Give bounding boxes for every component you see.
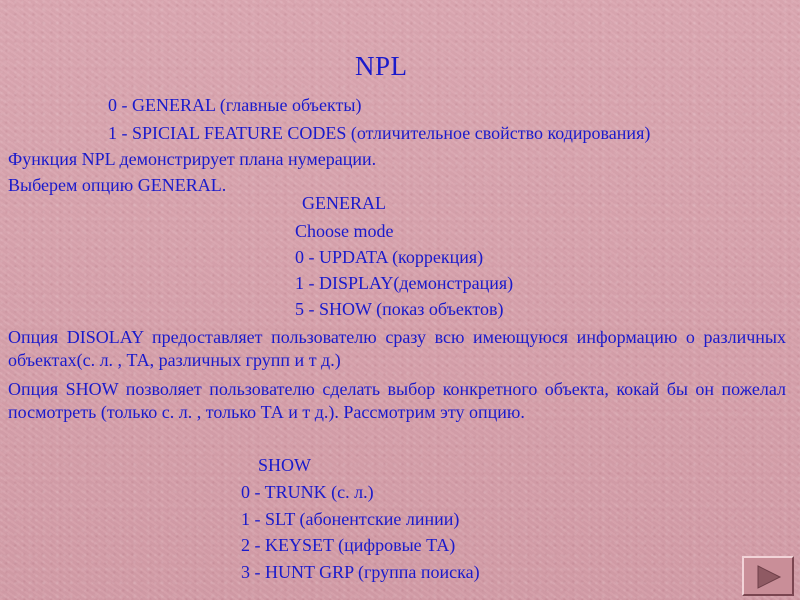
- intro-line-1: Функция NPL демонстрирует плана нумерации.: [8, 149, 377, 169]
- page-title: NPL: [355, 51, 408, 81]
- general-menu-heading: GENERAL: [302, 193, 386, 213]
- general-menu-option-display: 1 - DISPLAY(демонстрация): [295, 273, 514, 293]
- next-slide-button[interactable]: [742, 556, 794, 596]
- paragraph-show: Опция SHOW позволяет пользователю сделать выбор конкретного объекта, кокай бы он пожелал посмотреть (только с. л. , только ТА и т д.). Рассмотрим эту опцию.: [8, 379, 786, 422]
- paragraph-display: Опция DISOLAY предоставляет пользователю сразу всю имеющуюся информацию о различных объектах(с. л. , ТА, различных групп и т д.): [8, 327, 786, 370]
- play-triangle-icon: [756, 565, 782, 589]
- general-menu-option-update: 0 - UPDATA (коррекция): [295, 247, 484, 267]
- show-menu-option-keyset: 2 - KEYSET (цифровые ТА): [241, 535, 456, 555]
- general-menu-option-show: 5 - SHOW (показ объектов): [295, 299, 504, 319]
- show-menu-heading: SHOW: [258, 455, 311, 475]
- intro-line-2: Выберем опцию GENERAL.: [8, 175, 227, 195]
- show-menu-option-trunk: 0 - TRUNK (с. л.): [241, 482, 374, 502]
- show-menu-option-slt: 1 - SLT (абонентские линии): [241, 509, 460, 529]
- npl-option-general: 0 - GENERAL (главные объекты): [108, 95, 362, 115]
- show-menu-option-hunt-grp: 3 - HUNT GRP (группа поиска): [241, 562, 480, 582]
- npl-option-special-feature-codes: 1 - SPICIAL FEATURE CODES (отличительное свойство кодирования): [108, 123, 651, 143]
- general-menu-subheading: Choose mode: [295, 221, 394, 241]
